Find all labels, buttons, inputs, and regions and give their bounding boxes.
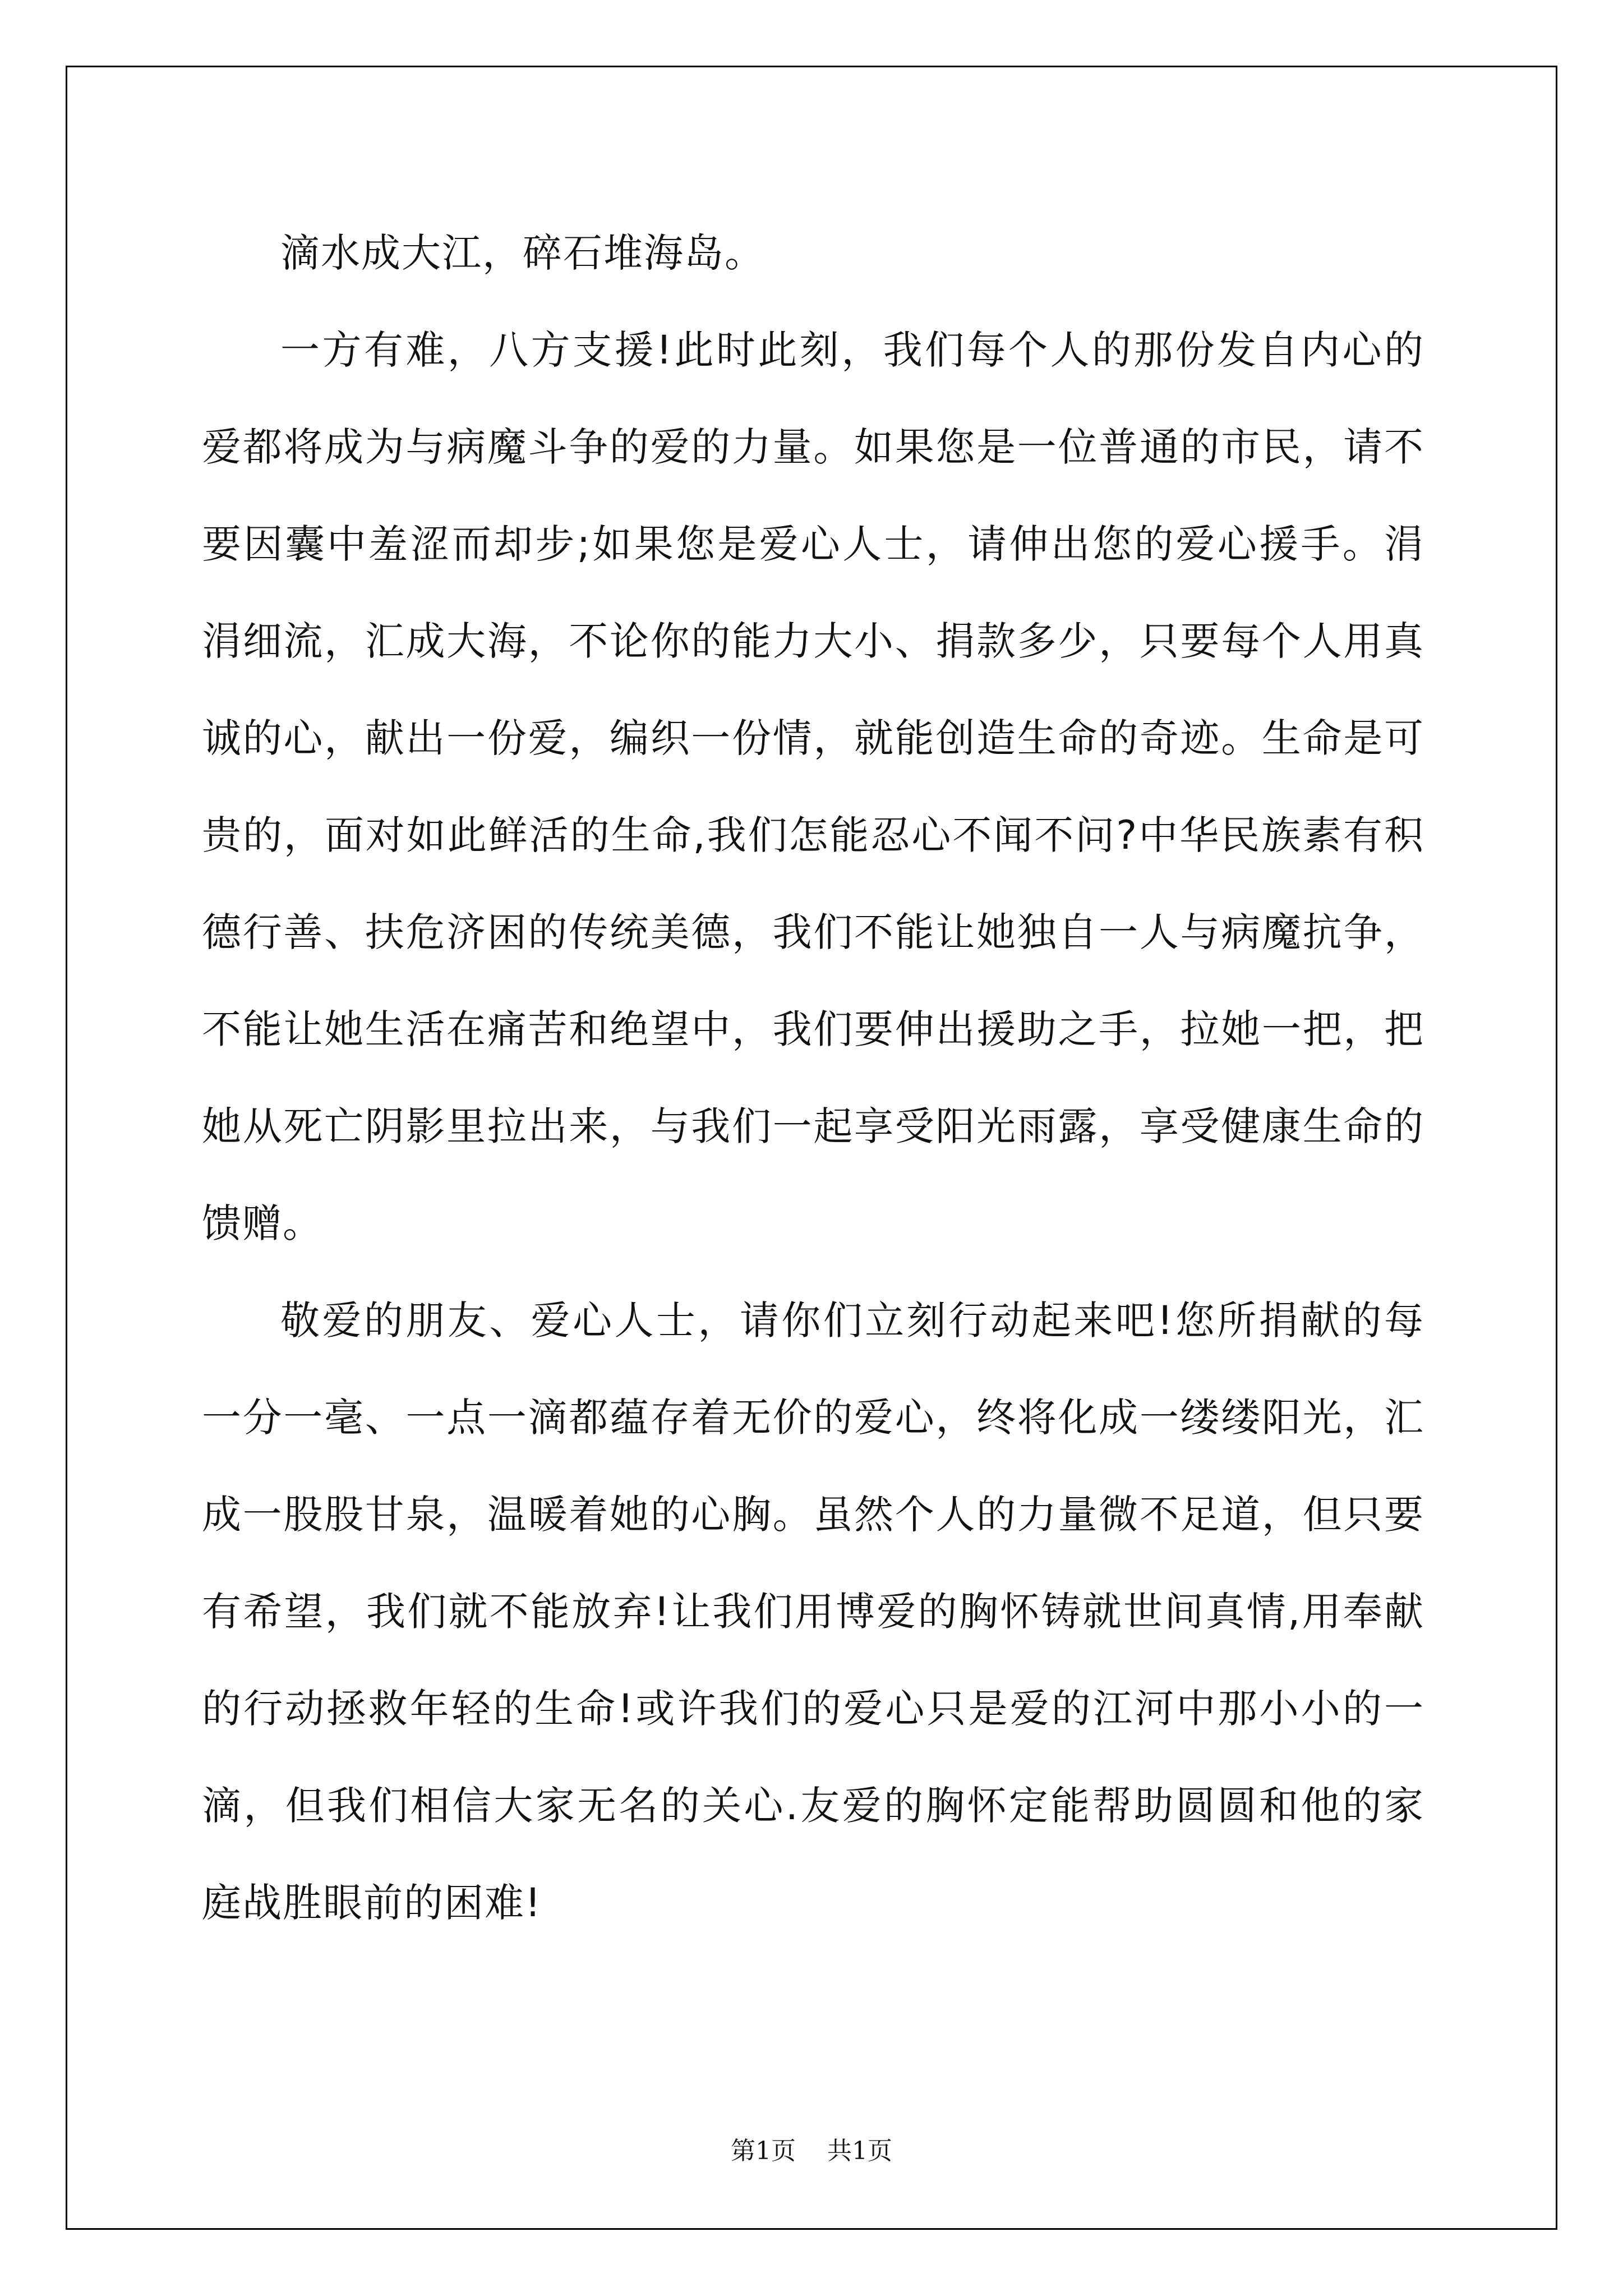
- page-footer: [0, 2131, 1623, 2166]
- page-total: 共1页: [827, 2137, 892, 2165]
- paragraph-3: 敬爱的朋友、爱心人士，请你们立刻行动起来吧!您所捐献的每一分一毫、一点一滴都蕴存着无价的爱心，终将化成一缕缕阳光，汇成一股股甘泉，温暖着她的心胸。虽然个人的力量微不足道，但只要有希望，我们就不能放弃!让我们用博爱的胸怀铸就世间真情,用奉献的行动拯救年轻的生命!或许我们的爱心只是爱的江河中那小小的一滴，但我们相信大家无名的关心.友爱的胸怀定能帮助圆圆和他的家庭战胜眼前的困难!: [202, 1297, 1424, 1926]
- paragraph-1: 滴水成大江，碎石堆海岛。: [280, 230, 765, 276]
- document-body: [202, 205, 1424, 1952]
- paragraph-2: 一方有难，八方支援!此时此刻，我们每个人的那份发自内心的爱都将成为与病魔斗争的爱的力量。如果您是一位普通的市民，请不要因囊中羞涩而却步;如果您是爱心人士，请伸出您的爱心援手。涓涓细流，汇成大海，不论你的能力大小、捐款多少，只要每个人用真诚的心，献出一份爱，编织一份情，就能创造生命的奇迹。生命是可贵的，面对如此鲜活的生命,我们怎能忍心不闻不问?中华民族素有积德行善、扶危济困的传统美德，我们不能让她独自一人与病魔抗争，不能让她生活在痛苦和绝望中，我们要伸出援助之手，拉她一把，把她从死亡阴影里拉出来，与我们一起享受阳光雨露，享受健康生命的馈赠。: [202, 327, 1424, 1246]
- page-number: 第1页: [731, 2137, 796, 2165]
